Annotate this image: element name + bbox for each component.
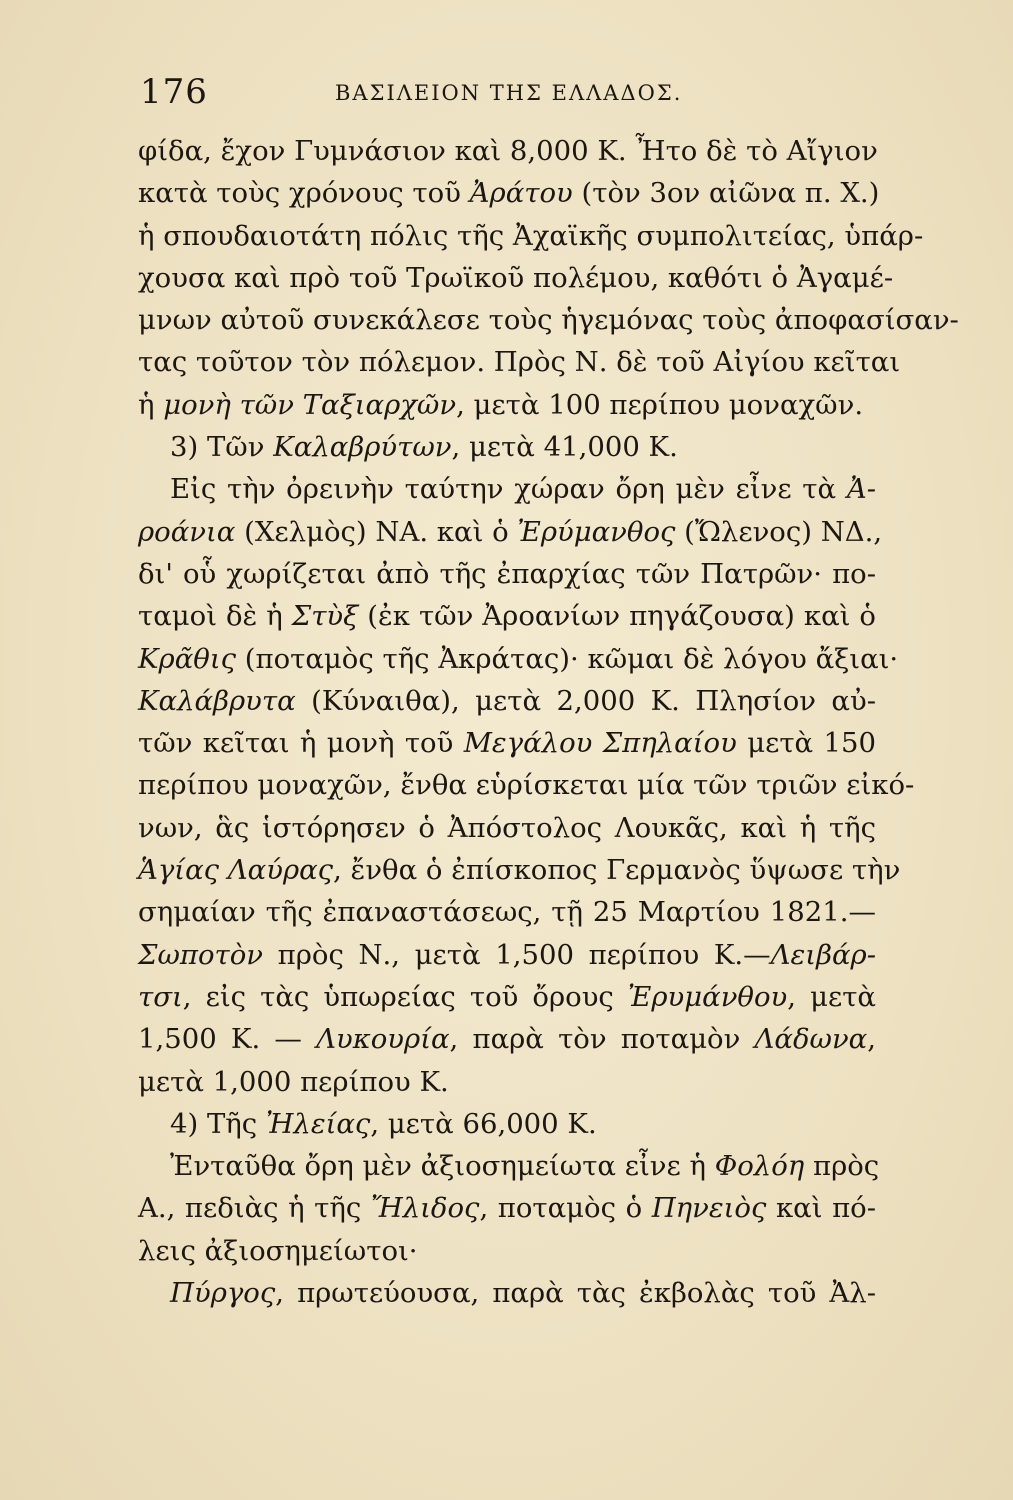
running-head: ΒΑΣΙΛΕΙΟΝ ΤΗΣ ΕΛΛΑΔΟΣ.	[335, 81, 683, 105]
text-segment: , εἰς τὰς ὑπωρείας τοῦ ὄρους	[182, 980, 628, 1013]
page-header	[140, 72, 880, 116]
text-line	[138, 807, 876, 849]
text-segment: (τὸν 3ον αἰῶνα π. Χ.)	[572, 177, 880, 210]
text-segment: , μετὰ 66,000 Κ.	[370, 1107, 597, 1140]
text-segment: νων, ἃς ἱστόρησεν ὁ Ἀπόστολος Λουκᾶς, καὶ ἡ τῆς	[138, 811, 876, 844]
text-segment: δι' οὗ χωρίζεται ἀπὸ τῆς ἐπαρχίας τῶν Πατρῶν· πο-	[138, 557, 876, 590]
text-line	[138, 722, 876, 764]
italic-text: τσι	[138, 980, 183, 1013]
text-segment: , ἔνθα ὁ ἐπίσκοπος Γερμανὸς ὕψωσε τὴν	[333, 854, 901, 887]
italic-text: ροάνια	[138, 515, 236, 548]
text-line	[138, 976, 876, 1018]
text-line	[138, 1018, 876, 1060]
italic-text: Μεγάλου Σπηλαίου	[463, 727, 737, 760]
text-segment: τας τοῦτον τὸν πόλεμον. Πρὸς Ν. δὲ τοῦ Αἰγίου κεῖται	[138, 346, 901, 379]
text-segment: , παρὰ τὸν ποταμὸν	[449, 1023, 755, 1056]
text-line	[138, 172, 880, 214]
text-line	[138, 638, 899, 680]
text-segment: , πρωτεύουσα, παρὰ τὰς ἐκβολὰς τοῦ Ἀλ-	[275, 1277, 876, 1310]
text-line	[138, 1230, 876, 1272]
text-segment: (ἐκ τῶν Ἀροανίων πηγάζουσα) καὶ ὁ	[358, 600, 876, 633]
text-segment: περίπου μοναχῶν, ἔνθα εὑρίσκεται μία τῶν τριῶν εἰκό-	[138, 769, 915, 802]
text-line	[138, 1061, 876, 1103]
text-segment: (Χελμὸς) ΝΑ. καὶ ὁ	[235, 515, 518, 548]
text-segment: (Ὤλενος) ΝΔ.,	[675, 515, 883, 548]
text-segment: μετὰ 1,000 περίπου Κ.	[138, 1065, 449, 1098]
text-segment: τῶν κεῖται ἡ μονὴ τοῦ	[138, 727, 464, 760]
italic-text: μονὴ τῶν Ταξιαρχῶν	[163, 388, 457, 421]
text-segment: πρὸς Ν., μετὰ 1,500 περίπου Κ.—	[263, 938, 771, 971]
text-segment: 3) Τῶν	[170, 431, 274, 464]
text-segment: ταμοὶ δὲ ἡ	[138, 600, 292, 633]
italic-text: Ἤλιδος	[370, 1192, 480, 1225]
italic-text: Σωποτὸν	[138, 938, 263, 971]
text-segment: χουσα καὶ πρὸ τοῦ Τρωϊκοῦ πολέμου, καθότι ὁ Ἀγαμέ-	[138, 261, 894, 294]
body-text	[138, 130, 959, 1314]
italic-text: Πύργος	[170, 1277, 276, 1310]
italic-text: Ἀράτου	[469, 177, 573, 210]
text-segment: Α., πεδιὰς ἡ τῆς	[138, 1192, 371, 1225]
text-line	[138, 680, 876, 722]
text-segment: μετὰ 150	[736, 727, 876, 760]
text-segment: πρὸς	[804, 1150, 880, 1183]
text-segment: ,	[867, 1023, 876, 1056]
text-segment: σημαίαν τῆς ἐπαναστάσεως, τῇ 25 Μαρτίου 1821.—	[138, 896, 876, 929]
text-line	[138, 384, 876, 426]
italic-text: Λειβάρ-	[770, 938, 876, 971]
text-line	[138, 849, 901, 891]
italic-text: Πηνειὸς	[651, 1192, 767, 1225]
italic-text: Ἠλείας	[265, 1107, 371, 1140]
text-line	[138, 595, 876, 637]
text-segment: καὶ πό-	[766, 1192, 876, 1225]
text-line	[138, 1187, 876, 1229]
text-line	[138, 934, 876, 976]
italic-text: Καλαβρύτων	[273, 431, 452, 464]
text-line	[138, 257, 894, 299]
italic-text: Ἐρυμάνθου	[627, 980, 788, 1013]
italic-text: Κρᾶθις	[138, 642, 237, 675]
text-line	[138, 426, 876, 468]
text-segment: κατὰ τοὺς χρόνους τοῦ	[138, 177, 470, 210]
text-segment: Ἐνταῦθα ὄρη μὲν ἀξιοσημείωτα εἶνε ἡ	[170, 1150, 715, 1183]
text-segment: , ποταμὸς ὁ	[479, 1192, 652, 1225]
text-segment: 1,500 Κ. —	[138, 1023, 317, 1056]
text-segment: ἡ σπουδαιοτάτη πόλις τῆς Ἀχαϊκῆς συμπολιτείας, ὑπάρ-	[138, 219, 924, 252]
italic-text: Καλάβρυτα	[138, 684, 296, 717]
text-segment: φίδα, ἔχον Γυμνάσιον καὶ 8,000 Κ. Ἦτο δὲ τὸ Αἴγιον	[138, 135, 878, 167]
italic-text: Ἁγίας Λαύρας	[138, 854, 334, 887]
text-line	[138, 468, 876, 510]
italic-text: Φολόη	[714, 1150, 805, 1183]
italic-text: Λυκουρία	[316, 1023, 450, 1056]
text-line	[138, 1145, 880, 1187]
text-line	[138, 891, 876, 933]
text-segment: 4) Τῆς	[170, 1107, 266, 1140]
text-line	[138, 1272, 876, 1314]
italic-text: Στὺξ	[291, 600, 359, 633]
text-line	[138, 341, 901, 383]
text-segment: μνων αὐτοῦ συνεκάλεσε τοὺς ἡγεμόνας τοὺς ἀποφασίσαν-	[138, 304, 959, 337]
text-segment: (Κύναιθα), μετὰ 2,000 Κ. Πλησίον αὐ-	[295, 684, 876, 717]
text-segment: (ποταμὸς τῆς Ἀκράτας)· κῶμαι δὲ λόγου ἄξιαι·	[236, 642, 899, 675]
text-line	[138, 511, 883, 553]
italic-text: Ἀ-	[846, 473, 876, 506]
text-segment: ἡ	[138, 388, 164, 421]
text-line	[138, 553, 876, 595]
text-segment: , μετὰ 100 περίπου μοναχῶν.	[456, 388, 864, 421]
text-segment: Εἰς τὴν ὀρεινὴν ταύτην χώραν ὄρη μὲν εἶνε τὰ	[170, 473, 847, 506]
text-line	[138, 215, 924, 257]
text-segment: , μετὰ	[787, 980, 876, 1013]
italic-text: Λάδωνα	[754, 1023, 868, 1056]
text-line	[138, 764, 915, 806]
text-segment: , μετὰ 41,000 Κ.	[451, 431, 678, 464]
italic-text: Ἐρύμανθος	[517, 515, 676, 548]
page-number: 176	[140, 72, 208, 112]
text-segment: λεις ἀξιοσημείωτοι·	[138, 1234, 418, 1267]
text-line	[138, 130, 876, 172]
text-line	[138, 299, 959, 341]
text-line	[138, 1103, 876, 1145]
